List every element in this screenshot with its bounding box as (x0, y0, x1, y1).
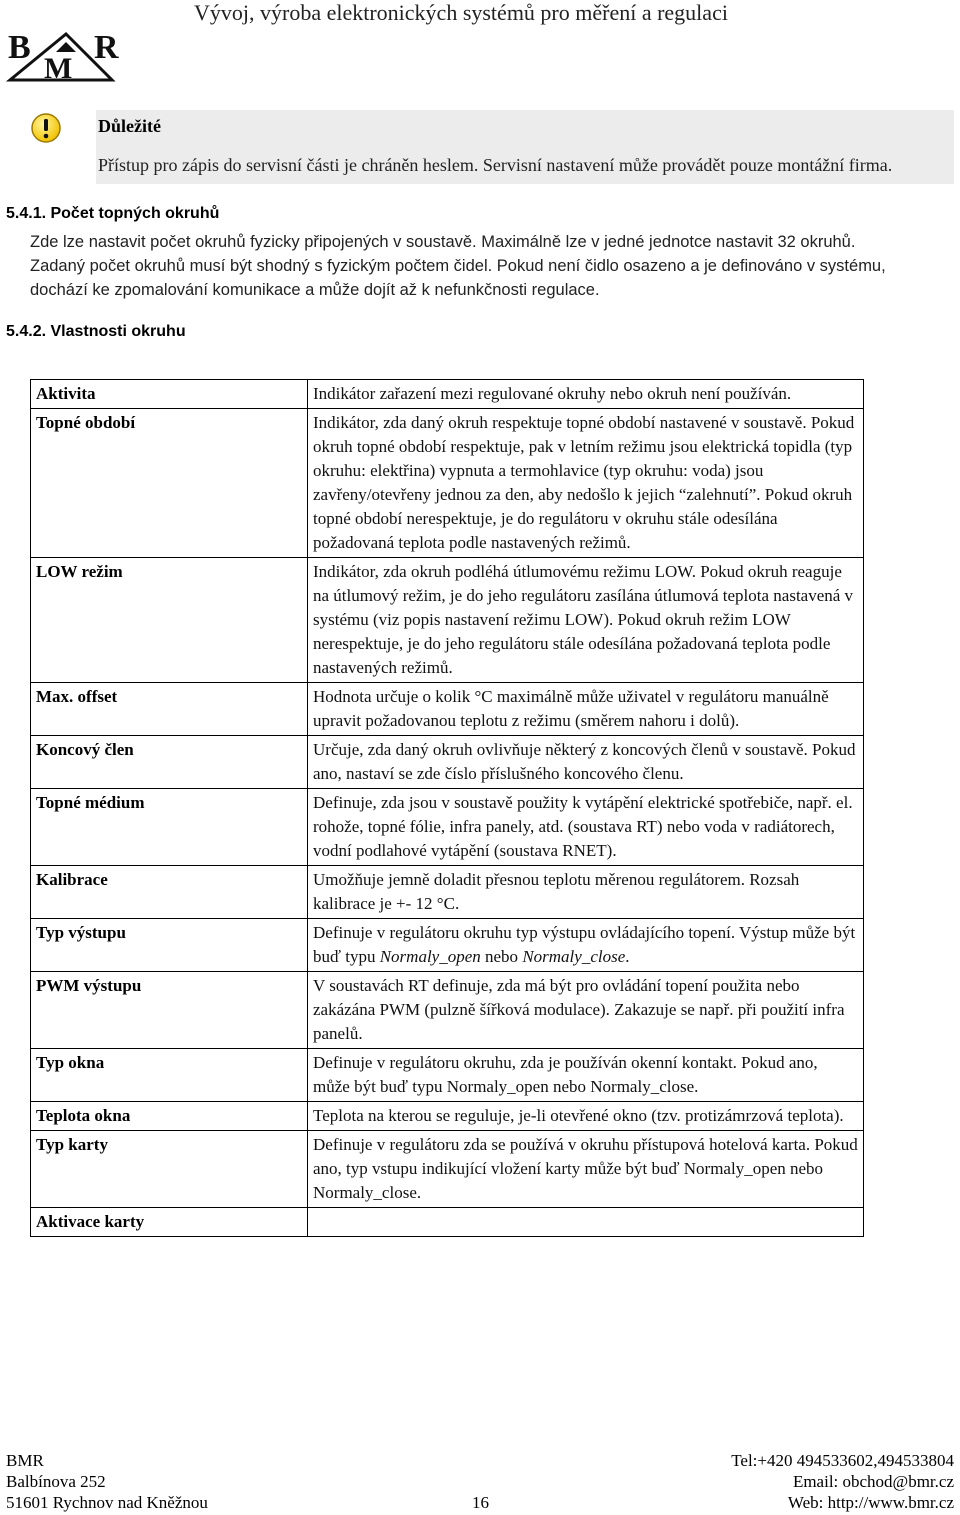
section-heading-vlastnosti-okruhu: 5.4.2. Vlastnosti okruhu (6, 323, 186, 340)
table-row (31, 409, 864, 558)
property-description (308, 1208, 864, 1237)
property-name: Typ karty (31, 1131, 308, 1208)
property-name: Aktivita (31, 380, 308, 409)
desc-text: . (625, 947, 630, 966)
property-description: Definuje v regulátoru okruhu, zda je používán okenní kontakt. Pokud ano, může být buď typu Normaly_open nebo Normaly_close. (308, 1049, 864, 1102)
table-row (31, 789, 864, 866)
section-heading-pocet-okruhu: 5.4.1. Počet topných okruhů (6, 205, 220, 222)
desc-text: nebo (480, 947, 523, 966)
paragraph-line: Zadaný počet okruhů musí být shodný s fyzickým počtem čidel. Pokud není čidlo osazeno a je definováno v systému, (30, 257, 886, 275)
property-description: Teplota na kterou se reguluje, je-li otevřené okno (tzv. protizámrzová teplota). (308, 1102, 864, 1131)
property-description: Indikátor, zda okruh podléhá útlumovému režimu LOW. Pokud okruh reaguje na útlumový režim, je do jeho regulátoru zasílána útlumová teplota nastavená v systému (viz popis nastavení režimu LOW). Pokud okruh režim LOW nerespektuje, je do jeho regulátoru stále odesílána požadovaná teplota podle nastavených režimů. (308, 558, 864, 683)
table-row (31, 1102, 864, 1131)
table-row (31, 972, 864, 1049)
table-row (31, 1049, 864, 1102)
footer-street: Balbínova 252 (6, 1472, 106, 1491)
page-number: 16 (472, 1493, 489, 1512)
header-title: Vývoj, výroba elektronických systémů pro měření a regulaci (194, 0, 728, 25)
footer-contacts (731, 1450, 954, 1513)
property-description (308, 919, 864, 972)
bmr-logo (6, 30, 126, 82)
property-description: V soustavách RT definuje, zda má být pro ovládání topení použita nebo zakázána PWM (pulzně šířková modulace). Zakazuje se např. při použití infra panelů. (308, 972, 864, 1049)
property-name: Max. offset (31, 683, 308, 736)
desc-emphasis: Normaly_open (379, 947, 481, 966)
important-heading: Důležité (98, 116, 161, 136)
property-name: Koncový člen (31, 736, 308, 789)
property-name: Typ okna (31, 1049, 308, 1102)
svg-text:M: M (44, 52, 73, 82)
property-description: Umožňuje jemně doladit přesnou teplotu měrenou regulátorem. Rozsah kalibrace je +- 12 °C. (308, 866, 864, 919)
footer-city: 51601 Rychnov nad Kněžnou (6, 1493, 208, 1512)
table-row (31, 866, 864, 919)
property-name: Teplota okna (31, 1102, 308, 1131)
table-row (31, 1208, 864, 1237)
footer-company: BMR (6, 1451, 44, 1470)
property-name: Aktivace karty (31, 1208, 308, 1237)
property-description: Indikátor, zda daný okruh respektuje topné období nastavené v soustavě. Pokud okruh topné období respektuje, pak v letním režimu jsou elektrická topidla (typ okruhu: elektřina) vypnuta a termohlavice (typ okruhu: voda) jsou zavřeny/otevřeny jednou za den, aby nedošlo k jejich “zalehnutí”. Pokud okruh topné období nerespektuje, je do regulátoru v okruhu stále odesílána požadovaná teplota podle nastavených režimů. (308, 409, 864, 558)
properties-table (30, 379, 864, 1237)
property-name: Topné období (31, 409, 308, 558)
important-text: Přístup pro zápis do servisní části je chráněn heslem. Servisní nastavení může provádět pouze montážní firma. (98, 155, 893, 175)
svg-text:R: R (94, 30, 119, 66)
footer-web[interactable]: Web: http://www.bmr.cz (787, 1493, 954, 1512)
table-row (31, 558, 864, 683)
warning-icon (30, 112, 62, 144)
property-description: Hodnota určuje o kolik °C maximálně může uživatel v regulátoru manuálně upravit požadovanou teplotu z režimu (směrem nahoru i dolů). (308, 683, 864, 736)
footer-email[interactable]: Email: obchod@bmr.cz (792, 1472, 954, 1491)
table-row (31, 1131, 864, 1208)
table-row (31, 919, 864, 972)
section-paragraph (30, 230, 958, 302)
property-name: LOW režim (31, 558, 308, 683)
svg-text:B: B (8, 30, 31, 66)
paragraph-line: Zde lze nastavit počet okruhů fyzicky připojených v soustavě. Maximálně lze v jedné jednotce nastavit 32 okruhů. (30, 233, 856, 251)
property-description: Definuje v regulátoru zda se používá v okruhu přístupová hotelová karta. Pokud ano, typ vstupu indikující vložení karty může být buď Normaly_open nebo Normaly_close. (308, 1131, 864, 1208)
property-name: PWM výstupu (31, 972, 308, 1049)
table-row (31, 380, 864, 409)
paragraph-line: dochází ke zpomalování komunikace a může dojít až k nefunkčnosti regulace. (30, 281, 600, 299)
footer-address (6, 1450, 208, 1513)
table-row (31, 683, 864, 736)
desc-text: Definuje v regulátoru okruhu typ výstupu ovládajícího topení. Výstup může být buď typu (313, 923, 856, 966)
desc-emphasis: Normaly_close (522, 947, 626, 966)
table-row (31, 736, 864, 789)
footer-tel: Tel:+420 494533602,494533804 (731, 1451, 954, 1470)
property-name: Kalibrace (31, 866, 308, 919)
property-description: Určuje, zda daný okruh ovlivňuje některý z koncových členů v soustavě. Pokud ano, nastaví se zde číslo příslušného koncového členu. (308, 736, 864, 789)
property-name: Topné médium (31, 789, 308, 866)
property-description: Definuje, zda jsou v soustavě použity k vytápění elektrické spotřebiče, např. el. rohože, topné fólie, infra panely, atd. (soustava RT) nebo voda v radiátorech, vodní podlahové vytápění (soustava RNET). (308, 789, 864, 866)
property-description: Indikátor zařazení mezi regulované okruhy nebo okruh není používán. (308, 380, 864, 409)
property-name: Typ výstupu (31, 919, 308, 972)
